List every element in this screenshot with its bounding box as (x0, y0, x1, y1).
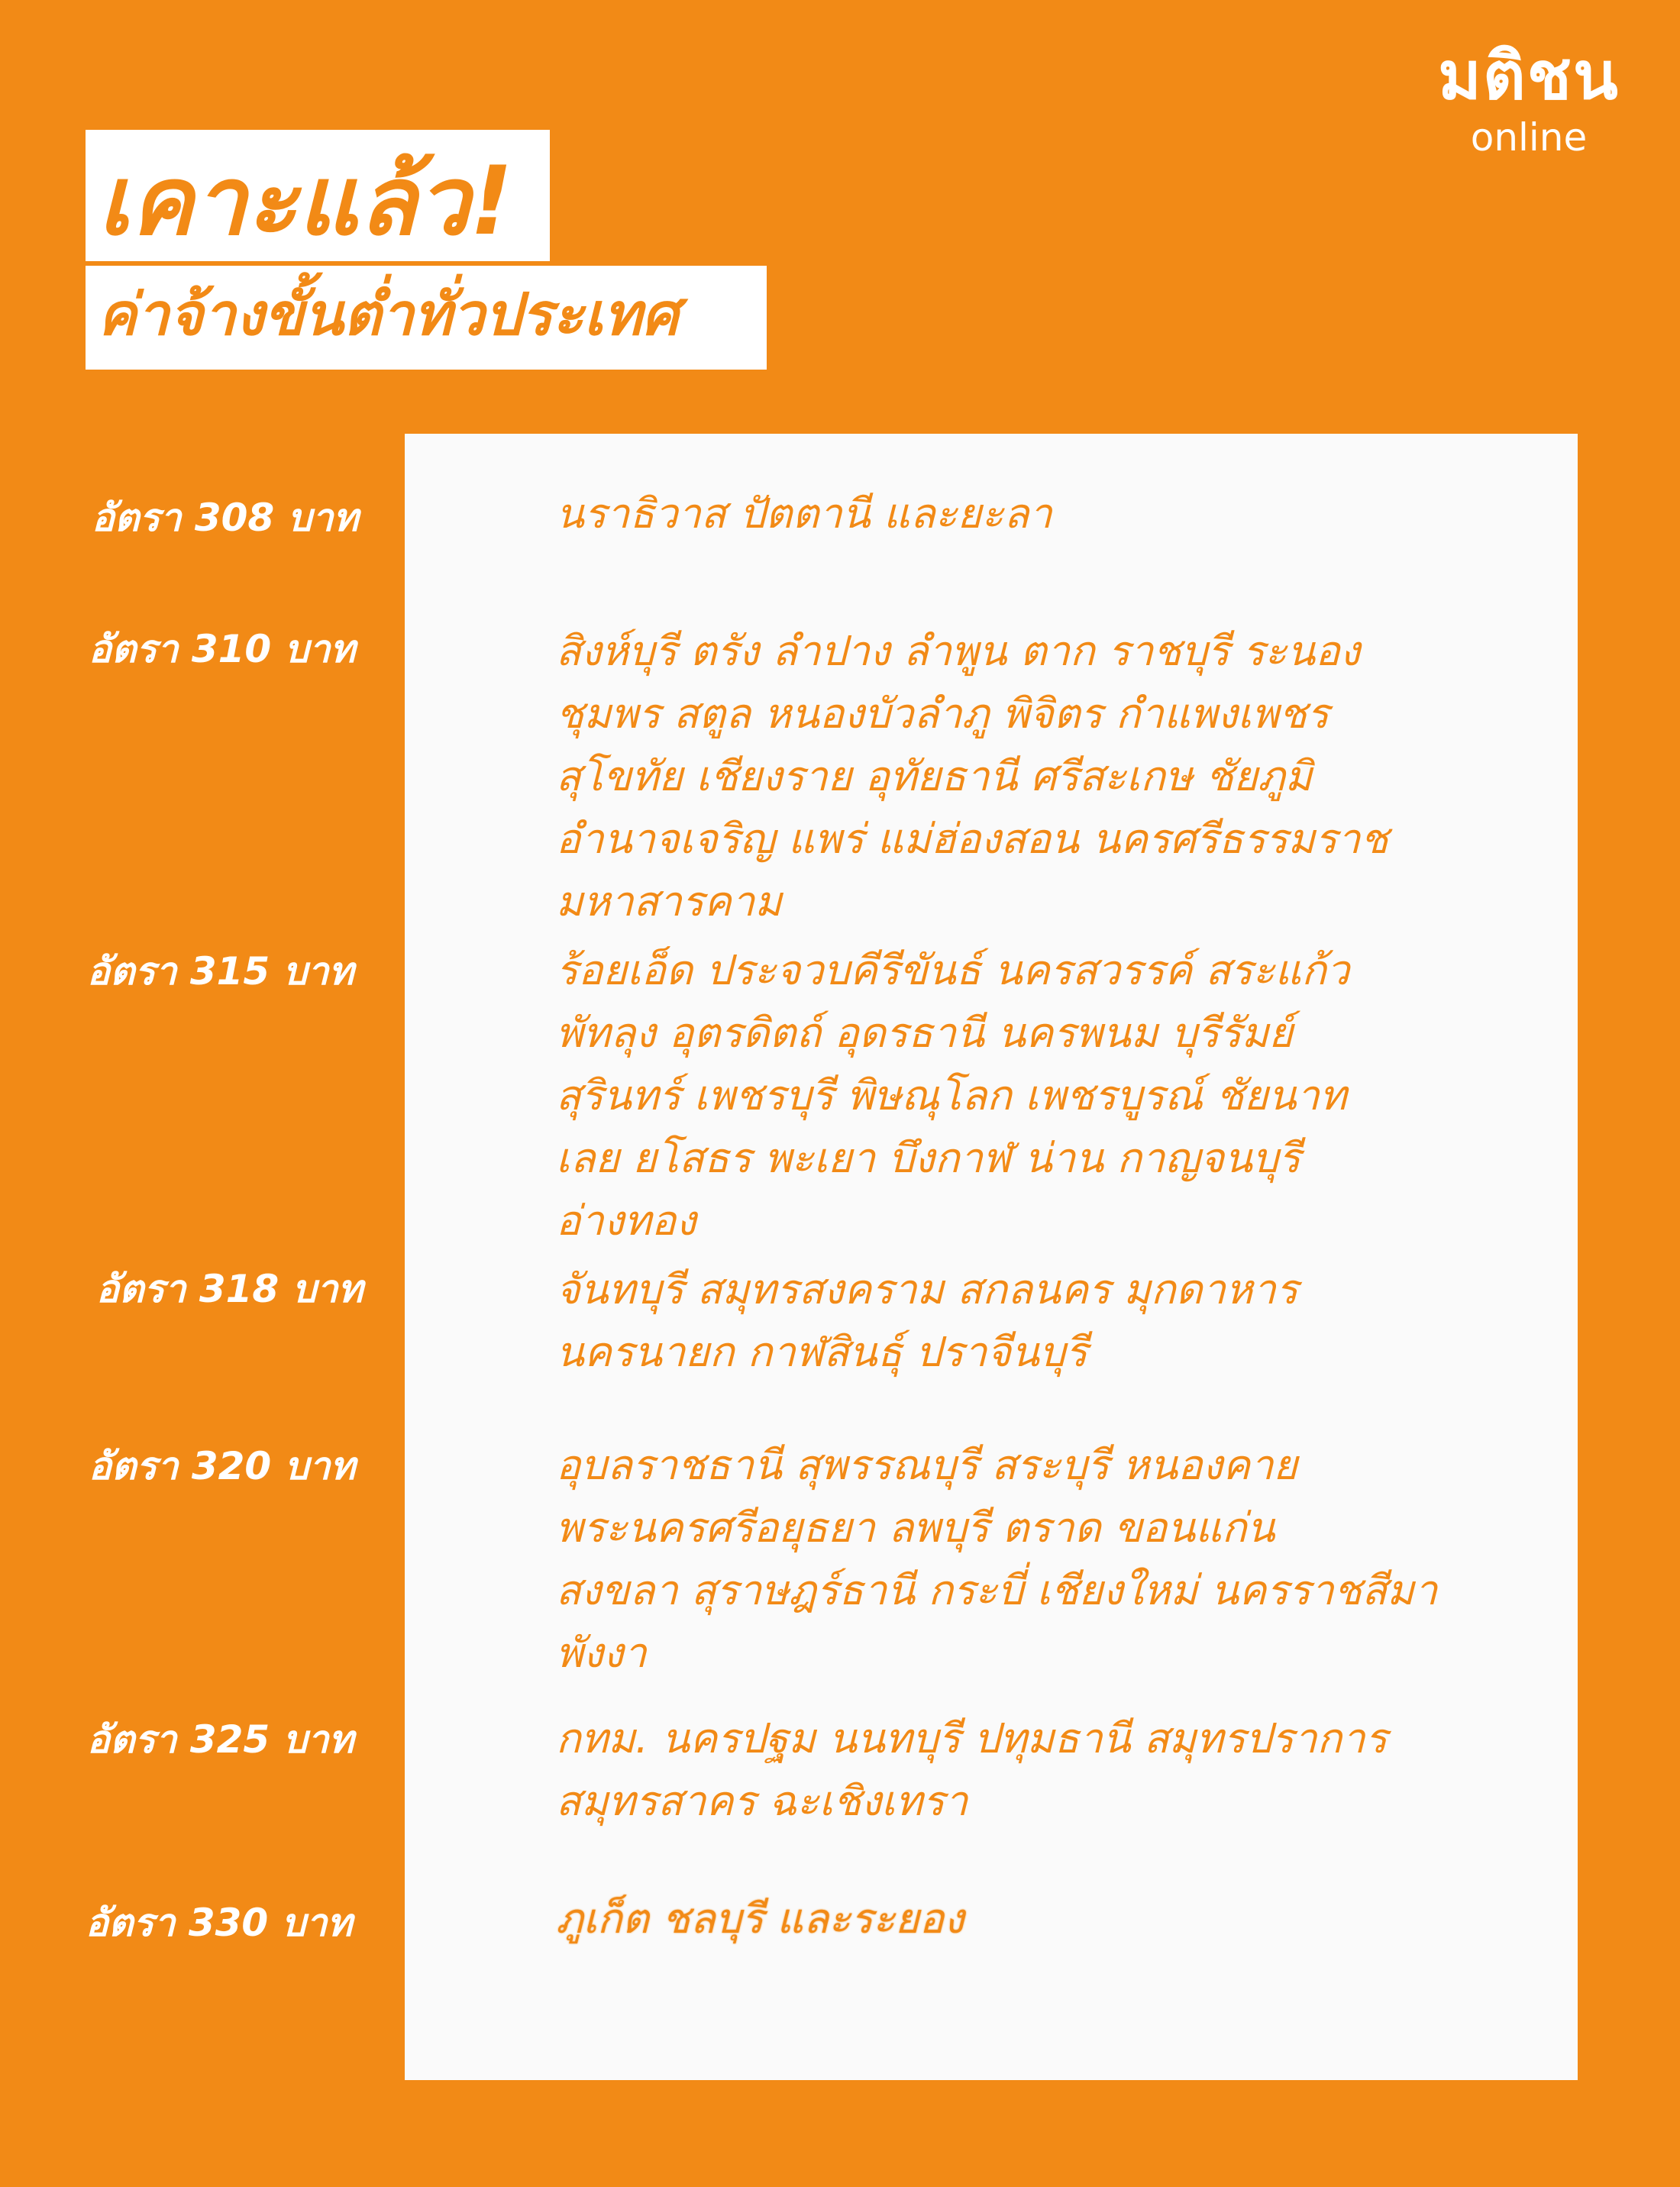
province-list-320: อุบลราชธานี สุพรรณบุรี สระบุรี หนองคาย พระนครศรีอยุธยา ลพบุรี ตราด ขอนแก่น สงขลา สุราษฎร์ธานี กระบี่ เชียงใหม่ นครราชสีมา พังงา (556, 1441, 1438, 1677)
rate-label-325: อัตรา 325 บาท (87, 1717, 354, 1762)
province-list-318: จันทบุรี สมุทรสงคราม สกลนคร มุกดาหาร นครนายก กาฬสินธุ์ ปราจีนบุรี (556, 1265, 1298, 1376)
rate-label-315: อัตรา 315 บาท (87, 949, 354, 993)
matichon-online-logo (1430, 37, 1628, 160)
page-title: เคาะแล้ว! (98, 147, 513, 257)
rate-label-318: อัตรา 318 บาท (96, 1267, 363, 1311)
rate-label-310: อัตรา 310 บาท (89, 627, 356, 671)
rate-label-308: อัตรา 308 บาท (92, 496, 359, 540)
province-list-308: นราธิวาส ปัตตานี และยะลา (556, 489, 1052, 538)
rate-label-330: อัตรา 330 บาท (86, 1901, 353, 1945)
logo-brand-text: มติชน (1438, 37, 1620, 115)
province-list-315: ร้อยเอ็ด ประจวบคีรีขันธ์ นครสวรรค์ สระแก้ว พัทลุง อุตรดิตถ์ อุดรธานี นครพนม บุรีรัมย์ สุรินทร์ เพชรบุรี พิษณุโลก เพชรบูรณ์ ชัยนาท เลย ยโสธร พะเยา บึงกาฬ น่าน กาญจนบุรี อ่างทอง (556, 946, 1350, 1245)
page-subtitle: ค่าจ้างขั้นต่ำทั่วประเทศ (98, 280, 679, 348)
province-list-310: สิงห์บุรี ตรัง ลำปาง ลำพูน ตาก ราชบุรี ระนอง ชุมพร สตูล หนองบัวลำภู พิจิตร กำแพงเพชร สุโขทัย เชียงราย อุทัยธานี ศรีสะเกษ ชัยภูมิ อำนาจเจริญ แพร่ แม่ฮ่องสอน นครศรีธรรมราช มหาสารคาม (556, 627, 1388, 926)
logo-sub-text: online (1470, 115, 1588, 160)
province-list-325: กทม. นครปฐม นนทบุรี ปทุมธานี สมุทรปราการ สมุทรสาคร ฉะเชิงเทรา (556, 1714, 1388, 1825)
rate-label-320: อัตรา 320 บาท (89, 1444, 356, 1488)
province-list-330: ภูเก็ต ชลบุรี และระยอง (556, 1895, 964, 1943)
